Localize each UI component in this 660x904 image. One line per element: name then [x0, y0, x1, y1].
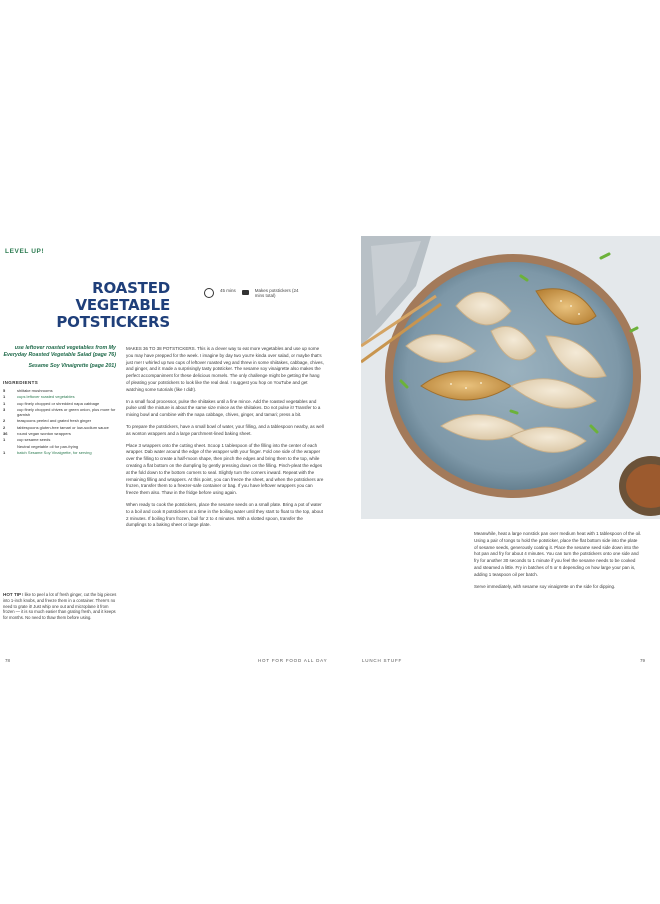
time-info [204, 288, 299, 298]
body-paragraph: Serve immediately, with sesame soy vinaigrette on the side for dipping. [474, 583, 616, 589]
ingredient-quantity: 1 [3, 449, 6, 455]
ingredient-quantity: 1 [3, 394, 6, 400]
method-column-right [474, 531, 642, 595]
ingredients-heading: INGREDIENTS [3, 380, 39, 385]
ingredient-list [3, 388, 118, 455]
recipe-title: ROASTED VEGETABLE POTSTICKERS [56, 279, 170, 331]
ingredient-quantity: 2 [3, 424, 6, 430]
page-number-right: 79 [640, 658, 646, 663]
ingredient-row [3, 394, 118, 399]
method-column [126, 346, 324, 534]
intro-note: use leftover roasted vegetables from My Everyday Roasted Vegetable Salad (page 76) [3, 345, 116, 358]
ingredient-quantity: 1 [3, 437, 6, 443]
ingredient-text: cups leftover roasted vegetables [17, 394, 75, 400]
ingredient-quantity: 5 [3, 388, 6, 393]
ingredient-row [3, 388, 118, 393]
clock-icon [204, 288, 214, 298]
ingredient-row [3, 431, 118, 436]
ingredient-text: Neutral vegetable oil for pan-frying [17, 443, 79, 449]
body-paragraph: Place 3 wrappers onto the cutting sheet. Scoop 1 tablespoon of the filling into the center of each wrapper. Dab water around the edge of the wrapper with your finger. Fold one side of the wrapper over the filling to create a half-moon shape, then pinch the edges and bring them to the top, while creating a flat bottom on the dumpling by gently pressing down on the filling. Pinch-pleat the edges at the fold down to the bottom corners to seal. Slightly turn the corners inward. Repeat with the remaining filling and wrappers. At this point, you can freeze the sheet, and when the potstickers are frozen, transfer them to a freezer-safe container or bag. If you have leftover wrappers you can freeze them also. Thaw in the fridge before using again. [126, 442, 324, 496]
ingredient-text: shiitake mushrooms [17, 388, 53, 393]
ingredient-text: cup finely chopped chives or green onion, plus more for garnish [17, 406, 116, 418]
ingredient-row [3, 418, 118, 423]
page-number-left: 78 [5, 658, 11, 663]
ingredient-quantity: 2 [3, 418, 6, 424]
time-active: 45 mins [220, 288, 236, 293]
ingredient-quantity: 3 [3, 406, 6, 412]
ingredient-row [3, 444, 118, 449]
section-label: LEVEL UP! [5, 248, 45, 255]
intro-note-2: Sesame Soy Vinaigrette (page 201) [28, 363, 116, 369]
ingredient-row [3, 425, 118, 430]
potstickers-photo [361, 236, 660, 519]
ingredient-row [3, 407, 118, 418]
serving-icon [242, 290, 249, 295]
ingredient-text: batch Sesame Soy Vinaigrette, for serving [17, 449, 92, 455]
ingredient-quantity [3, 444, 17, 449]
ingredient-text: teaspoons peeled and grated fresh ginger [17, 418, 92, 424]
body-paragraph: Meanwhile, heat a large nonstick pan over medium heat with 1 tablespoon of the oil. Using a pair of tongs to hold the potsticker, place the flat bottom side into the plate of sesame seeds, generously coating it. Place the sesame seed side down into the hot pan and fry for about 4 minutes. You can turn the potstickers onto one side and fry for another 30 seconds to 1 minute if you feel the sesame needs to be cooked and steamed a little. Fry in batches of 5 or 6 depending on how large your pan is, adding 1 teaspoon oil per batch. [474, 531, 642, 577]
body-paragraph: When ready to cook the potstickers, place the sesame seeds on a small plate. Bring a pot of water to a boil and cook 8 potstickers at a time in the boiling water until they start to float to the top, about 2 minutes. If boiling from frozen, boil for 2 to 4 minutes. With a slotted spoon, transfer the dumplings to a baking sheet or large plate. [126, 501, 323, 528]
ingredient-quantity: 36 [3, 431, 8, 437]
hot-tip-label: HOT TIP [3, 592, 22, 597]
ingredient-quantity: 1 [3, 400, 6, 406]
time-total: Makes potstickers (24 mins total) [254, 288, 299, 298]
body-paragraph: To prepare the potstickers, have a small bowl of water, your filling, and a tablespoon nearby, as well as wonton wrappers and a large parchment-lined baking sheet. [126, 423, 324, 436]
hot-tip [3, 592, 118, 621]
footer-book-title: HOT FOR FOOD ALL DAY [258, 658, 328, 663]
ingredients-column [3, 345, 118, 456]
ingredient-text: tablespoons gluten-free tamari or low-sodium sauce [17, 424, 109, 430]
ingredient-row [3, 437, 118, 442]
ingredient-text: cup sesame seeds [17, 437, 51, 443]
hot-tip-text: I like to peel a lot of fresh ginger, cut the big pieces into 1-inch knobs, and freeze them in a container. There's no need to grate it! Just whip one out and microplane it from frozen — it is so much easier than grating fresh, and it keeps for months. No need to thaw them before using. [3, 592, 117, 621]
footer-section: LUNCH STUFF [362, 658, 403, 663]
ingredient-text: round vegan wonton wrappers [17, 431, 71, 437]
potstickers-illustration [361, 236, 660, 519]
ingredient-row [3, 450, 118, 455]
ingredient-row [3, 401, 118, 406]
body-paragraph: MAKES 36 TO 38 POTSTICKERS. This is a clever way to eat more vegetables and use up some you may have prepped for the week. I imagine by day two you're kinda over salad, or maybe that's just me! I whirled up two cups of leftover roasted veg and threw in some shiitakes, cabbage, chives, and ginger, and it made a surprisingly tasty potsticker. The sesame soy vinaigrette also makes the perfect accompaniment for these delicious morsels. The only challenge might be getting the hang of pleating your potstickers to look like the real deal. I suggest you hop on YouTube and get watching some tutorials (like I did!). [126, 346, 324, 392]
body-paragraph: In a small food processor, pulse the shiitakes until a fine mince. Add the roasted vegetables and pulse until the mixture is about the same size mince as the shiitakes. Do not pulse it! Transfer to a mixing bowl and combine with the napa cabbage, chives, ginger, and tamari; press a bit. [126, 398, 321, 418]
ingredient-text: cup finely chopped or shredded napa cabbage [17, 400, 100, 406]
